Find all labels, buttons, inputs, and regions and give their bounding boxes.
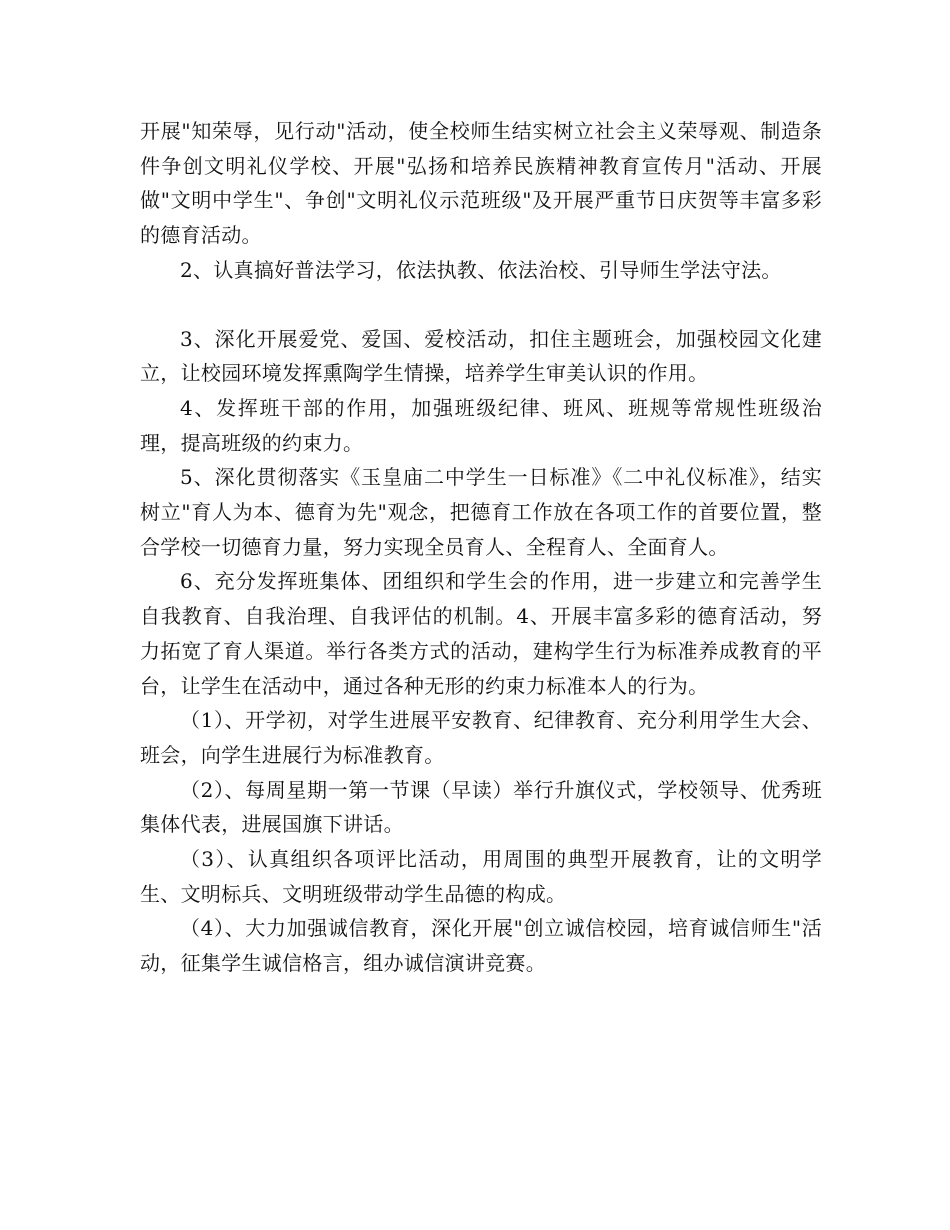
paragraph-item-5: 5、深化贯彻落实《玉皇庙二中学生一日标准》《二中礼仪标准》，结实树立"育人为本、德育为先"观念，把德育工作放在各项工作的首要位置，整合学校一切德育力量，努力实现全员育人、全程育人、全面育人。 [140,465,822,559]
paragraph-continued: 开展"知荣辱，见行动"活动，使全校师生结实树立社会主义荣辱观、制造条件争创文明礼仪学校、开展"弘扬和培养民族精神教育宣传月"活动、开展做"文明中学生"、争创"文明礼仪示范班级"及开展严重节日庆贺等丰富多彩的德育活动。 [140,119,822,248]
paragraph-subitem-4: （4）、大力加强诚信教育，深化开展"创立诚信校园，培育诚信师生"活动，征集学生诚信格言，组办诚信演讲竞赛。 [140,916,822,976]
paragraph-item-4: 4、发挥班干部的作用，加强班级纪律、班风、班规等常规性班级治理，提高班级的约束力。 [140,395,822,455]
paragraph-subitem-3: （3）、认真组织各项评比活动，用周围的典型开展教育，让的文明学生、文明标兵、文明班级带动学生品德的构成。 [140,847,822,906]
paragraph-subitem-1: （1）、开学初，对学生进展平安教育、纪律教育、充分利用学生大会、班会，向学生进展行为标准教育。 [140,708,822,767]
paragraph-subitem-2: （2）、每周星期一第一节课（早读）举行升旗仪式，学校领导、优秀班集体代表，进展国旗下讲话。 [140,777,822,837]
paragraph-item-6: 6、充分发挥班集体、团组织和学生会的作用，进一步建立和完善学生自我教育、自我治理、自我评估的机制。4、开展丰富多彩的德育活动，努力拓宽了育人渠道。举行各类方式的活动，建构学生行为标准养成教育的平台，让学生在活动中，通过各种无形的约束力标准本人的行为。 [140,569,822,698]
document-body [140,114,822,981]
paragraph-item-2: 2、认真搞好普法学习，依法执教、依法治校、引导师生学法守法。 [180,257,782,282]
paragraph-item-3: 3、深化开展爱党、爱国、爱校活动，扣住主题班会，加强校园文化建立，让校园环境发挥熏陶学生情操，培养学生审美认识的作用。 [140,326,822,386]
